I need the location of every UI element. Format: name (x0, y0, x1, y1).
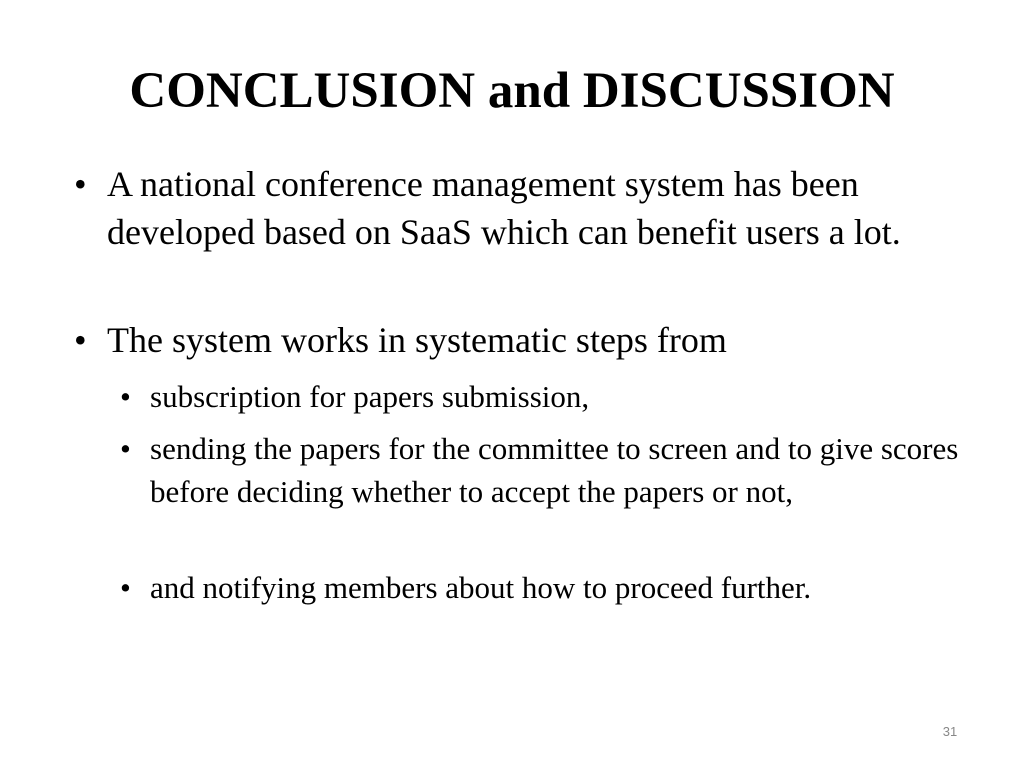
sub-bullet-text: subscription for papers submission, (150, 379, 590, 414)
slide-title: CONCLUSION and DISCUSSION (129, 63, 895, 119)
sub-bullet-item (120, 427, 990, 513)
sub-bullet-text: sending the papers for the committee to screen and to give scores before deciding whether to accept the papers or not, (150, 431, 959, 509)
sub-bullet-text: and notifying members about how to proceed further. (150, 570, 812, 605)
bullet-icon: • (120, 431, 131, 466)
bullet-item (74, 316, 997, 364)
bullet-icon: • (120, 379, 131, 414)
bullet-text: A national conference management system has been developed based on SaaS which can benefit users a lot. (107, 164, 901, 252)
bullet-item (74, 160, 997, 256)
bullet-icon: • (74, 164, 87, 204)
sub-bullet-item (120, 375, 990, 418)
page-number: 31 (942, 724, 958, 739)
bullet-icon: • (74, 320, 87, 360)
sub-bullet-item (120, 566, 990, 609)
bullet-text: The system works in systematic steps from (107, 320, 727, 360)
bullet-icon: • (120, 570, 131, 605)
